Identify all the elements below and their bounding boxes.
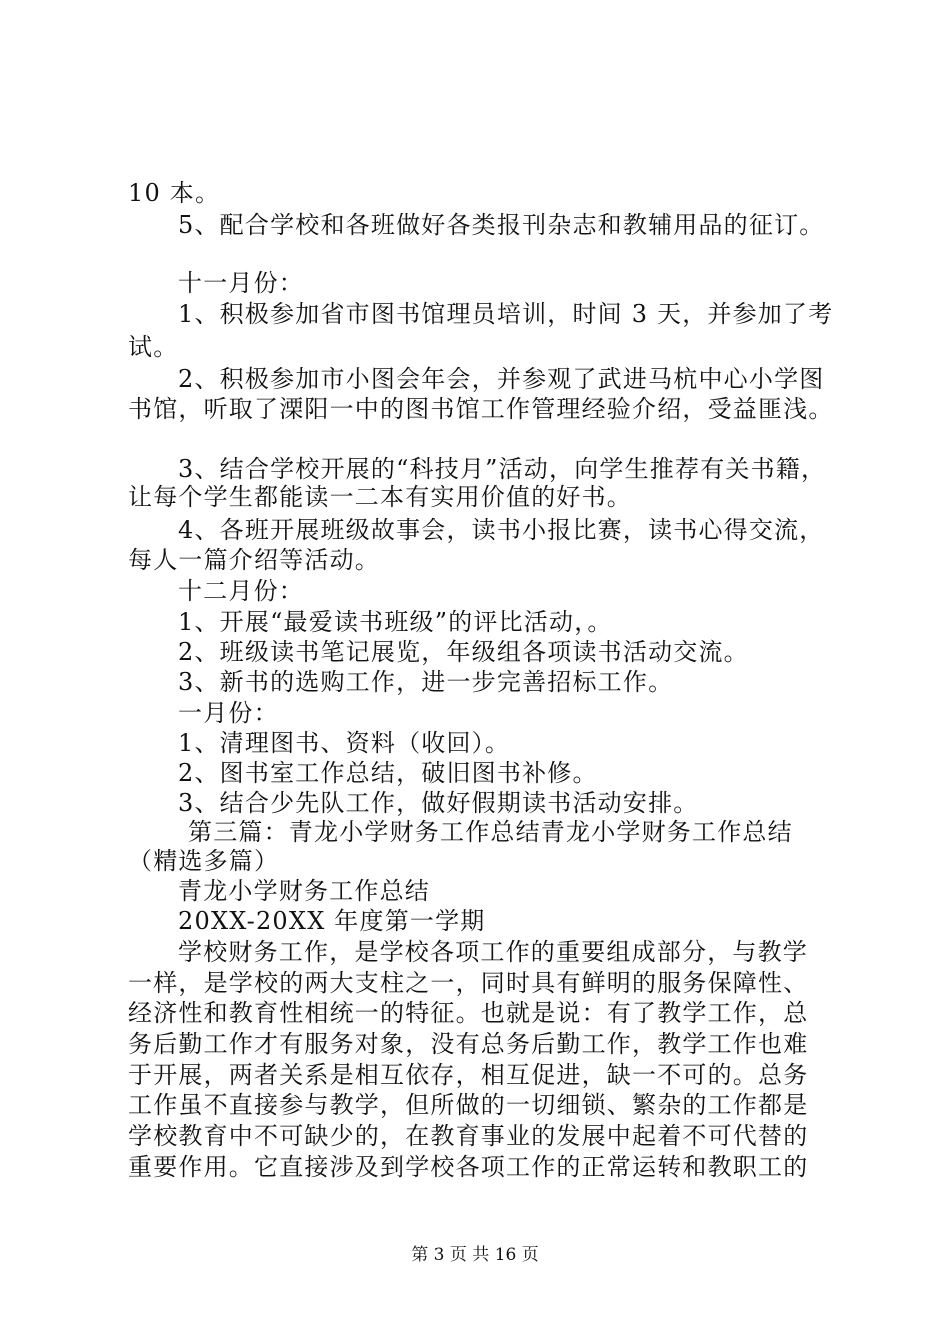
- text-line: 经济性和教育性相统一的特征。也就是说：有了教学工作，总: [128, 999, 809, 1027]
- text-line: 于开展，两者关系是相互依存，相互促进，缺一不可的。总务: [128, 1061, 809, 1089]
- text-line: 工作虽不直接参与教学，但所做的一切细锁、繁杂的工作都是: [128, 1091, 809, 1119]
- text-line: 学校教育中不可缺少的，在教育事业的发展中起着不可代替的: [128, 1122, 809, 1150]
- section-heading: 十一月份：: [178, 269, 304, 297]
- section-heading: 十二月份：: [178, 577, 304, 605]
- text-line: 务后勤工作才有服务对象，没有总务后勤工作，教学工作也难: [128, 1030, 809, 1058]
- page-footer: 第 3 页 共 16 页: [411, 1245, 539, 1265]
- text-line: 试。: [128, 333, 179, 361]
- text-line: 2、班级读书笔记展览，年级组各项读书活动交流。: [178, 638, 749, 666]
- text-line: 每人一篇介绍等活动。: [128, 546, 380, 574]
- text-line: 2、积极参加市小图会年会，并参观了武进马杭中心小学图: [178, 365, 825, 393]
- text-line: 2、图书室工作总结，破旧图书补修。: [178, 759, 598, 787]
- text-line: 书馆，听取了溧阳一中的图书馆工作管理经验介绍，受益匪浅。: [128, 395, 834, 423]
- text-line: 5、配合学校和各班做好各类报刊杂志和教辅用品的征订。: [178, 211, 825, 239]
- text-line: 重要作用。它直接涉及到学校各项工作的正常运转和教职工的: [128, 1153, 809, 1181]
- text-line: 1、积极参加省市图书馆理员培训，时间 3 天，并参加了考: [178, 300, 834, 328]
- text-line: 一样，是学校的两大支柱之一，同时具有鲜明的服务保障性、: [128, 969, 809, 997]
- text-line: 10 本。: [128, 179, 221, 207]
- text-line: 让每个学生都能读一二本有实用价值的好书。: [128, 483, 632, 511]
- text-line: 3、结合学校开展的“科技月”活动，向学生推荐有关书籍，: [178, 455, 827, 483]
- text-line: 1、清理图书、资料（收回）。: [178, 729, 511, 757]
- text-line: 学校财务工作，是学校各项工作的重要组成部分，与教学: [178, 938, 808, 966]
- text-line: 4、各班开展班级故事会，读书小报比赛，读书心得交流，: [178, 516, 825, 544]
- term-label: 20XX-20XX 年度第一学期: [178, 907, 486, 935]
- text-line: 3、结合少先队工作，做好假期读书活动安排。: [178, 789, 699, 817]
- text-line: 1、开展“最爱读书班级”的评比活动，。: [178, 608, 613, 636]
- text-line: 3、新书的选购工作，进一步完善招标工作。: [178, 668, 674, 696]
- chapter-title: 第三篇：青龙小学财务工作总结青龙小学财务工作总结: [188, 818, 793, 846]
- document-title: 青龙小学财务工作总结: [178, 877, 430, 905]
- section-heading: 一月份：: [178, 699, 279, 727]
- chapter-title-continued: （精选多篇）: [128, 847, 280, 875]
